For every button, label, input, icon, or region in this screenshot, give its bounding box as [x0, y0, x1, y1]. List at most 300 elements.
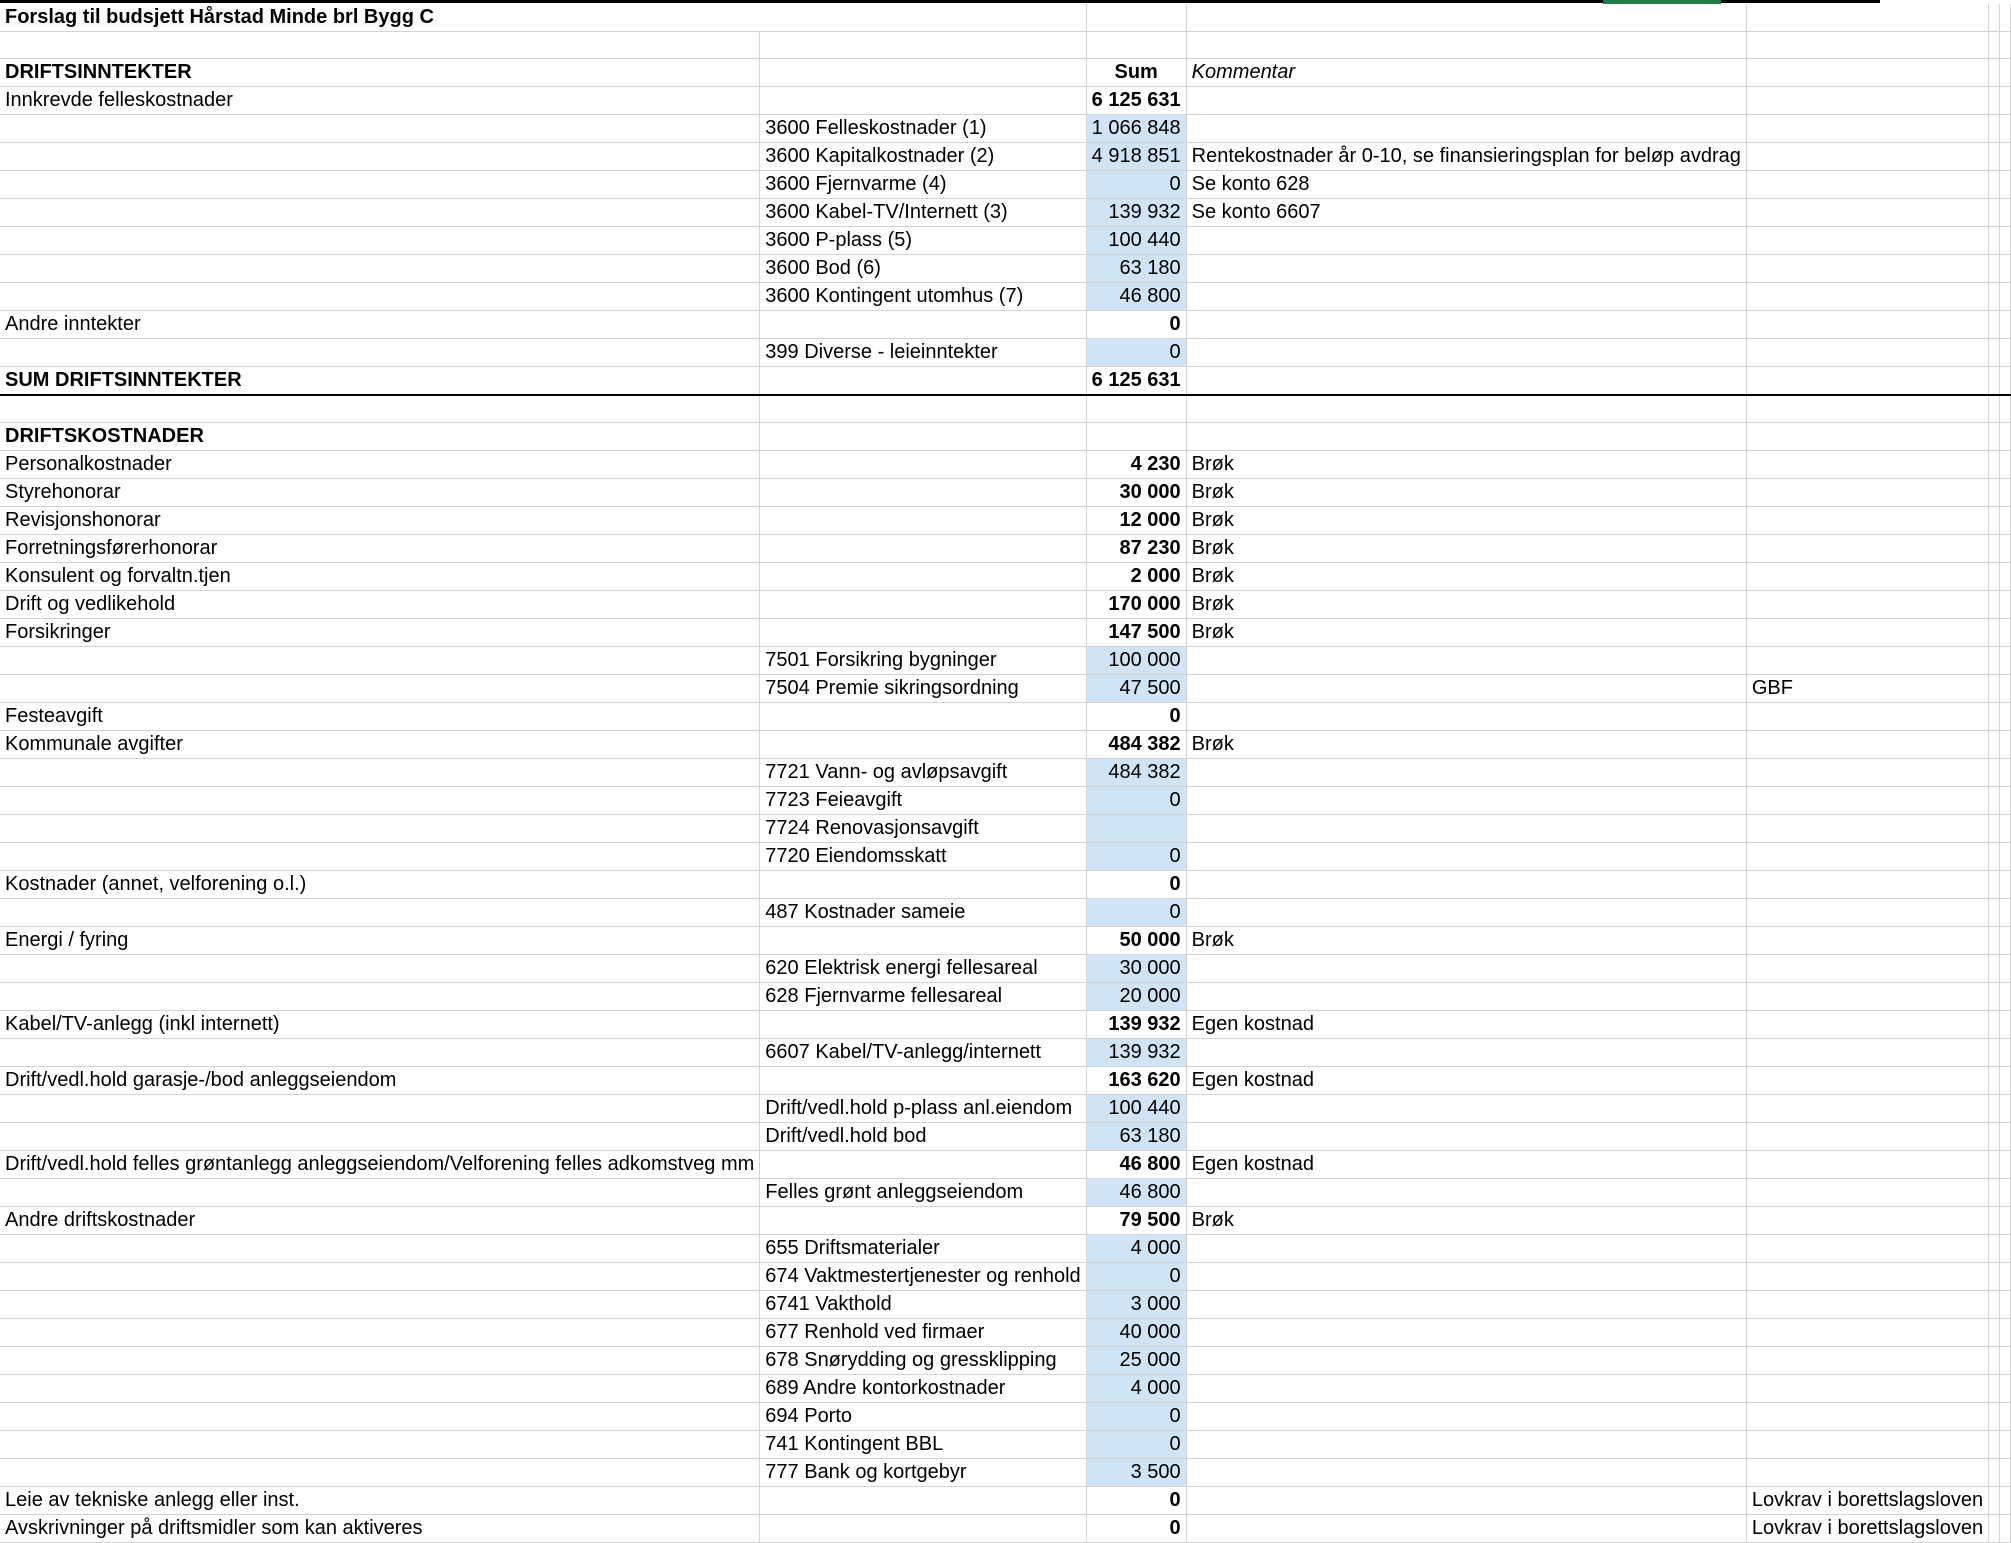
comment-cell[interactable]: Se konto 628	[1186, 171, 1746, 199]
cell[interactable]	[2000, 954, 2011, 982]
account-cell[interactable]: 6607 Kabel/TV-anlegg/internett	[760, 1038, 1086, 1066]
cell[interactable]	[1989, 311, 2000, 339]
amount-cell[interactable]: 6 125 631	[1086, 367, 1186, 396]
comment-cell[interactable]: Brøk	[1186, 450, 1746, 478]
row-label-cell[interactable]	[0, 171, 760, 199]
account-cell[interactable]: 694 Porto	[760, 1402, 1086, 1430]
amount-cell[interactable]: 87 230	[1086, 534, 1186, 562]
account-cell[interactable]	[760, 702, 1086, 730]
row-label-cell[interactable]: Drift og vedlikehold	[0, 590, 760, 618]
account-cell[interactable]: Drift/vedl.hold bod	[760, 1122, 1086, 1150]
cell[interactable]	[2000, 1206, 2011, 1234]
comment-cell[interactable]	[1186, 255, 1746, 283]
amount-cell[interactable]: 0	[1086, 870, 1186, 898]
cell[interactable]	[2000, 926, 2011, 954]
cell[interactable]	[1989, 199, 2000, 227]
comment-cell[interactable]: Brøk	[1186, 926, 1746, 954]
cell[interactable]	[1989, 506, 2000, 534]
cell[interactable]	[1989, 367, 2000, 396]
comment-cell[interactable]: Brøk	[1186, 1206, 1746, 1234]
account-cell[interactable]: 674 Vaktmestertjenester og renhold	[760, 1262, 1086, 1290]
row-label-cell[interactable]: Kommunale avgifter	[0, 730, 760, 758]
account-cell[interactable]: Felles grønt anleggseiendom	[760, 1178, 1086, 1206]
comment-cell[interactable]: Brøk	[1186, 506, 1746, 534]
cell[interactable]	[2000, 590, 2011, 618]
account-cell[interactable]: 3600 Bod (6)	[760, 255, 1086, 283]
comment-cell[interactable]: Brøk	[1186, 562, 1746, 590]
comment-cell[interactable]	[1186, 646, 1746, 674]
cell[interactable]	[2000, 422, 2011, 450]
sheet-title[interactable]: Forslag til budsjett Hårstad Minde brl Bygg C	[0, 4, 1086, 32]
amount-cell[interactable]: 139 932	[1086, 1010, 1186, 1038]
comment-cell[interactable]	[1186, 339, 1746, 367]
account-cell[interactable]: Drift/vedl.hold p-plass anl.eiendom	[760, 1094, 1086, 1122]
account-cell[interactable]: 777 Bank og kortgebyr	[760, 1458, 1086, 1486]
cell[interactable]	[1989, 87, 2000, 115]
comment-cell[interactable]	[1186, 814, 1746, 842]
amount-cell[interactable]: 170 000	[1086, 590, 1186, 618]
cell[interactable]	[1989, 4, 2000, 32]
row-label-cell[interactable]: Revisjonshonorar	[0, 506, 760, 534]
note-cell[interactable]	[1746, 255, 1988, 283]
cell[interactable]	[1989, 954, 2000, 982]
cell[interactable]	[2000, 283, 2011, 311]
row-label-cell[interactable]	[0, 143, 760, 171]
note-cell[interactable]: GBF	[1746, 674, 1988, 702]
amount-cell[interactable]: 0	[1086, 1514, 1186, 1542]
cell[interactable]	[2000, 1486, 2011, 1514]
cell[interactable]	[1989, 1458, 2000, 1486]
cell[interactable]	[2000, 311, 2011, 339]
account-cell[interactable]: 655 Driftsmaterialer	[760, 1234, 1086, 1262]
comment-cell[interactable]	[1186, 1122, 1746, 1150]
cell[interactable]	[1989, 758, 2000, 786]
cell[interactable]	[2000, 1122, 2011, 1150]
cell[interactable]	[2000, 1374, 2011, 1402]
note-cell[interactable]	[1746, 115, 1988, 143]
cell[interactable]	[1989, 422, 2000, 450]
cell[interactable]	[1989, 478, 2000, 506]
cell[interactable]	[2000, 1318, 2011, 1346]
amount-cell[interactable]: 100 440	[1086, 227, 1186, 255]
amount-cell[interactable]: 139 932	[1086, 1038, 1186, 1066]
row-label-cell[interactable]	[0, 842, 760, 870]
note-cell[interactable]	[1746, 1430, 1988, 1458]
cell[interactable]	[2000, 1514, 2011, 1542]
account-cell[interactable]	[760, 1150, 1086, 1178]
amount-cell[interactable]: 46 800	[1086, 1150, 1186, 1178]
comment-cell[interactable]	[1186, 1374, 1746, 1402]
amount-cell[interactable]: 6 125 631	[1086, 87, 1186, 115]
note-cell[interactable]	[1746, 339, 1988, 367]
row-label-cell[interactable]	[0, 395, 760, 422]
note-cell[interactable]	[1746, 1458, 1988, 1486]
note-cell[interactable]	[1746, 1038, 1988, 1066]
cell[interactable]	[0, 32, 760, 59]
cell[interactable]	[2000, 1290, 2011, 1318]
row-label-cell[interactable]	[0, 786, 760, 814]
note-cell[interactable]	[1746, 1318, 1988, 1346]
amount-cell[interactable]: 3 500	[1086, 1458, 1186, 1486]
comment-cell[interactable]: Egen kostnad	[1186, 1010, 1746, 1038]
cell[interactable]	[1989, 227, 2000, 255]
comment-cell[interactable]	[1186, 674, 1746, 702]
note-cell[interactable]	[1746, 1234, 1988, 1262]
account-cell[interactable]: 628 Fjernvarme fellesareal	[760, 982, 1086, 1010]
comment-cell[interactable]	[1186, 1178, 1746, 1206]
cell[interactable]	[1989, 255, 2000, 283]
comment-cell[interactable]	[1186, 1038, 1746, 1066]
cell[interactable]	[1186, 32, 1746, 59]
cell[interactable]	[1989, 786, 2000, 814]
note-cell[interactable]	[1746, 870, 1988, 898]
row-label-cell[interactable]: Avskrivninger på driftsmidler som kan aktiveres	[0, 1514, 760, 1542]
cell[interactable]	[2000, 506, 2011, 534]
note-cell[interactable]	[1746, 814, 1988, 842]
cell[interactable]	[1989, 702, 2000, 730]
comment-cell[interactable]	[1186, 842, 1746, 870]
account-cell[interactable]	[760, 562, 1086, 590]
cell[interactable]	[760, 32, 1086, 59]
account-cell[interactable]: 487 Kostnader sameie	[760, 898, 1086, 926]
note-cell[interactable]	[1746, 367, 1988, 396]
cell[interactable]	[2000, 1458, 2011, 1486]
amount-cell[interactable]: 12 000	[1086, 506, 1186, 534]
note-cell[interactable]	[1746, 618, 1988, 646]
row-label-cell[interactable]: Andre driftskostnader	[0, 1206, 760, 1234]
note-cell[interactable]	[1746, 590, 1988, 618]
comment-cell[interactable]: Egen kostnad	[1186, 1066, 1746, 1094]
amount-cell[interactable]: 46 800	[1086, 283, 1186, 311]
amount-cell[interactable]: 484 382	[1086, 758, 1186, 786]
row-label-cell[interactable]	[0, 1458, 760, 1486]
cell[interactable]	[1989, 1262, 2000, 1290]
row-label-cell[interactable]: Konsulent og forvaltn.tjen	[0, 562, 760, 590]
row-label-cell[interactable]	[0, 758, 760, 786]
note-cell[interactable]	[1746, 842, 1988, 870]
account-cell[interactable]	[760, 422, 1086, 450]
row-label-cell[interactable]: Styrehonorar	[0, 478, 760, 506]
cell[interactable]	[1989, 674, 2000, 702]
cell[interactable]	[2000, 1346, 2011, 1374]
amount-cell[interactable]: 1 066 848	[1086, 115, 1186, 143]
amount-cell[interactable]: 30 000	[1086, 954, 1186, 982]
cell[interactable]	[1989, 1514, 2000, 1542]
row-label-cell[interactable]	[0, 646, 760, 674]
amount-cell[interactable]: 40 000	[1086, 1318, 1186, 1346]
note-cell[interactable]	[1746, 1066, 1988, 1094]
cell[interactable]	[1989, 1346, 2000, 1374]
cell[interactable]	[1989, 171, 2000, 199]
comment-cell[interactable]	[1186, 367, 1746, 396]
row-label-cell[interactable]	[0, 115, 760, 143]
row-label-cell[interactable]	[0, 1262, 760, 1290]
row-label-cell[interactable]	[0, 954, 760, 982]
comment-cell[interactable]	[1186, 1262, 1746, 1290]
row-label-cell[interactable]	[0, 255, 760, 283]
amount-cell[interactable]: 100 440	[1086, 1094, 1186, 1122]
cell[interactable]	[2000, 1094, 2011, 1122]
comment-cell[interactable]: Brøk	[1186, 618, 1746, 646]
note-cell[interactable]: Lovkrav i borettslagsloven	[1746, 1514, 1988, 1542]
cell[interactable]	[1989, 1234, 2000, 1262]
row-label-cell[interactable]	[0, 1038, 760, 1066]
comment-cell[interactable]	[1186, 1402, 1746, 1430]
cell[interactable]	[2000, 814, 2011, 842]
amount-cell[interactable]: 0	[1086, 1486, 1186, 1514]
cell[interactable]	[2000, 339, 2011, 367]
account-cell[interactable]: 7721 Vann- og avløpsavgift	[760, 758, 1086, 786]
note-cell[interactable]	[1746, 954, 1988, 982]
note-cell[interactable]	[1746, 1206, 1988, 1234]
cell[interactable]	[1989, 115, 2000, 143]
amount-cell[interactable]: 0	[1086, 702, 1186, 730]
note-cell[interactable]	[1746, 395, 1988, 422]
row-label-cell[interactable]: Drift/vedl.hold felles grøntanlegg anleggseiendom/Velforening felles adkomstveg mm	[0, 1150, 760, 1178]
amount-cell[interactable]: 0	[1086, 1430, 1186, 1458]
cell[interactable]	[1989, 395, 2000, 422]
note-cell[interactable]	[1746, 1374, 1988, 1402]
cell[interactable]	[2000, 1066, 2011, 1094]
cell[interactable]	[2000, 1402, 2011, 1430]
comment-cell[interactable]: Se konto 6607	[1186, 199, 1746, 227]
account-cell[interactable]: 620 Elektrisk energi fellesareal	[760, 954, 1086, 982]
cell[interactable]	[1989, 982, 2000, 1010]
cell[interactable]	[2000, 1010, 2011, 1038]
cell[interactable]	[2000, 842, 2011, 870]
comment-cell[interactable]: Brøk	[1186, 478, 1746, 506]
account-cell[interactable]: 7724 Renovasjonsavgift	[760, 814, 1086, 842]
cell[interactable]	[2000, 367, 2011, 396]
comment-cell[interactable]	[1186, 1234, 1746, 1262]
note-cell[interactable]	[1746, 730, 1988, 758]
account-cell[interactable]: 3600 Kontingent utomhus (7)	[760, 283, 1086, 311]
row-label-cell[interactable]	[0, 1290, 760, 1318]
amount-cell[interactable]: 100 000	[1086, 646, 1186, 674]
row-label-cell[interactable]	[0, 1234, 760, 1262]
amount-cell[interactable]: 0	[1086, 171, 1186, 199]
note-cell[interactable]	[1746, 562, 1988, 590]
account-cell[interactable]	[760, 926, 1086, 954]
amount-cell[interactable]: 50 000	[1086, 926, 1186, 954]
account-cell[interactable]: 3600 Felleskostnader (1)	[760, 115, 1086, 143]
account-cell[interactable]: 6741 Vakthold	[760, 1290, 1086, 1318]
cell[interactable]	[2000, 227, 2011, 255]
comment-cell[interactable]	[1186, 1094, 1746, 1122]
amount-cell[interactable]: 63 180	[1086, 1122, 1186, 1150]
account-cell[interactable]	[760, 730, 1086, 758]
amount-cell[interactable]: 147 500	[1086, 618, 1186, 646]
note-cell[interactable]	[1746, 758, 1988, 786]
account-cell[interactable]: 3600 P-plass (5)	[760, 227, 1086, 255]
cell[interactable]	[2000, 786, 2011, 814]
cell[interactable]	[2000, 1262, 2011, 1290]
account-cell[interactable]: 7504 Premie sikringsordning	[760, 674, 1086, 702]
cell[interactable]	[1186, 4, 1746, 32]
comment-cell[interactable]	[1186, 1458, 1746, 1486]
comment-cell[interactable]	[1186, 1514, 1746, 1542]
cell[interactable]	[2000, 115, 2011, 143]
comment-cell[interactable]	[1186, 870, 1746, 898]
comment-cell[interactable]	[1186, 1346, 1746, 1374]
row-label-cell[interactable]	[0, 1430, 760, 1458]
comment-cell[interactable]	[1186, 1290, 1746, 1318]
account-cell[interactable]	[760, 618, 1086, 646]
row-label-cell[interactable]	[0, 1094, 760, 1122]
note-cell[interactable]	[1746, 143, 1988, 171]
cell[interactable]	[1989, 618, 2000, 646]
account-cell[interactable]: 3600 Kapitalkostnader (2)	[760, 143, 1086, 171]
account-cell[interactable]: 7723 Feieavgift	[760, 786, 1086, 814]
cell[interactable]	[1989, 32, 2000, 59]
row-label-cell[interactable]: SUM DRIFTSINNTEKTER	[0, 367, 760, 396]
row-label-cell[interactable]	[0, 1346, 760, 1374]
amount-cell[interactable]: 139 932	[1086, 199, 1186, 227]
amount-cell[interactable]	[1086, 814, 1186, 842]
comment-cell[interactable]: Brøk	[1186, 590, 1746, 618]
row-label-cell[interactable]: DRIFTSKOSTNADER	[0, 422, 760, 450]
row-label-cell[interactable]	[0, 814, 760, 842]
note-cell[interactable]	[1746, 311, 1988, 339]
amount-cell[interactable]: 4 000	[1086, 1374, 1186, 1402]
cell[interactable]	[2000, 562, 2011, 590]
account-cell[interactable]	[760, 870, 1086, 898]
cell[interactable]	[1989, 1122, 2000, 1150]
account-cell[interactable]	[760, 506, 1086, 534]
note-cell[interactable]	[1746, 1122, 1988, 1150]
amount-cell[interactable]: 4 230	[1086, 450, 1186, 478]
row-label-cell[interactable]: Drift/vedl.hold garasje-/bod anleggseiendom	[0, 1066, 760, 1094]
comment-cell[interactable]	[1186, 311, 1746, 339]
cell[interactable]	[1989, 646, 2000, 674]
note-cell[interactable]	[1746, 1150, 1988, 1178]
amount-cell[interactable]: 4 918 851	[1086, 143, 1186, 171]
account-cell[interactable]: 677 Renhold ved firmaer	[760, 1318, 1086, 1346]
row-label-cell[interactable]	[0, 1122, 760, 1150]
row-label-cell[interactable]	[0, 339, 760, 367]
row-label-cell[interactable]	[0, 199, 760, 227]
note-cell[interactable]	[1746, 1262, 1988, 1290]
cell[interactable]	[2000, 758, 2011, 786]
account-cell[interactable]	[760, 478, 1086, 506]
comment-cell[interactable]	[1186, 702, 1746, 730]
cell[interactable]	[1989, 1486, 2000, 1514]
row-label-cell[interactable]: Leie av tekniske anlegg eller inst.	[0, 1486, 760, 1514]
note-cell[interactable]	[1746, 898, 1988, 926]
note-cell[interactable]	[1746, 1402, 1988, 1430]
cell[interactable]	[2000, 59, 2011, 87]
row-label-cell[interactable]	[0, 982, 760, 1010]
row-label-cell[interactable]: Andre inntekter	[0, 311, 760, 339]
cell[interactable]	[2000, 898, 2011, 926]
note-cell[interactable]	[1746, 1290, 1988, 1318]
row-label-cell[interactable]: Festeavgift	[0, 702, 760, 730]
comment-cell[interactable]	[1186, 954, 1746, 982]
amount-cell[interactable]: 47 500	[1086, 674, 1186, 702]
cell[interactable]	[2000, 674, 2011, 702]
amount-cell[interactable]	[1086, 395, 1186, 422]
amount-cell[interactable]: 0	[1086, 1402, 1186, 1430]
note-cell[interactable]	[1746, 422, 1988, 450]
cell[interactable]	[1989, 814, 2000, 842]
cell[interactable]	[2000, 32, 2011, 59]
row-label-cell[interactable]	[0, 283, 760, 311]
note-cell[interactable]	[1746, 1178, 1988, 1206]
note-cell[interactable]	[1746, 227, 1988, 255]
amount-cell[interactable]: 30 000	[1086, 478, 1186, 506]
note-cell[interactable]	[1746, 982, 1988, 1010]
cell[interactable]	[1989, 730, 2000, 758]
account-cell[interactable]	[760, 450, 1086, 478]
amount-cell[interactable]: 4 000	[1086, 1234, 1186, 1262]
account-cell[interactable]: 741 Kontingent BBL	[760, 1430, 1086, 1458]
amount-cell[interactable]: 0	[1086, 842, 1186, 870]
amount-cell[interactable]: 0	[1086, 339, 1186, 367]
cell[interactable]	[1989, 1066, 2000, 1094]
comment-cell[interactable]: Rentekostnader år 0-10, se finansieringsplan for beløp avdrag	[1186, 143, 1746, 171]
amount-cell[interactable]: 3 000	[1086, 1290, 1186, 1318]
account-cell[interactable]: 3600 Kabel-TV/Internett (3)	[760, 199, 1086, 227]
note-cell[interactable]	[1746, 450, 1988, 478]
account-cell[interactable]	[760, 1206, 1086, 1234]
cell[interactable]	[1746, 59, 1988, 87]
account-cell[interactable]	[760, 87, 1086, 115]
amount-cell[interactable]: 25 000	[1086, 1346, 1186, 1374]
cell[interactable]	[2000, 1038, 2011, 1066]
row-label-cell[interactable]: Energi / fyring	[0, 926, 760, 954]
cell[interactable]	[1989, 1038, 2000, 1066]
account-cell[interactable]	[760, 590, 1086, 618]
cell[interactable]	[1746, 32, 1988, 59]
comment-cell[interactable]	[1186, 115, 1746, 143]
row-label-cell[interactable]: Kostnader (annet, velforening o.l.)	[0, 870, 760, 898]
comment-column-header[interactable]: Kommentar	[1186, 59, 1746, 87]
account-cell[interactable]	[760, 395, 1086, 422]
note-cell[interactable]	[1746, 786, 1988, 814]
amount-cell[interactable]: 0	[1086, 786, 1186, 814]
cell[interactable]	[1086, 32, 1186, 59]
comment-cell[interactable]	[1186, 283, 1746, 311]
account-cell[interactable]	[760, 1010, 1086, 1038]
cell[interactable]	[1989, 1094, 2000, 1122]
note-cell[interactable]: Lovkrav i borettslagsloven	[1746, 1486, 1988, 1514]
account-cell[interactable]: 7720 Eiendomsskatt	[760, 842, 1086, 870]
note-cell[interactable]	[1746, 646, 1988, 674]
comment-cell[interactable]	[1186, 898, 1746, 926]
cell[interactable]	[1989, 283, 2000, 311]
cell[interactable]	[1989, 898, 2000, 926]
row-label-cell[interactable]: Personalkostnader	[0, 450, 760, 478]
account-cell[interactable]: 399 Diverse - leieinntekter	[760, 339, 1086, 367]
account-cell[interactable]	[760, 311, 1086, 339]
row-label-cell[interactable]: Forretningsførerhonorar	[0, 534, 760, 562]
note-cell[interactable]	[1746, 1094, 1988, 1122]
comment-cell[interactable]	[1186, 422, 1746, 450]
row-label-cell[interactable]	[0, 1374, 760, 1402]
cell[interactable]	[1989, 1402, 2000, 1430]
cell[interactable]	[1989, 1290, 2000, 1318]
amount-cell[interactable]: 79 500	[1086, 1206, 1186, 1234]
cell[interactable]	[2000, 171, 2011, 199]
amount-cell[interactable]: 0	[1086, 1262, 1186, 1290]
cell[interactable]	[2000, 395, 2011, 422]
row-label-cell[interactable]: Kabel/TV-anlegg (inkl internett)	[0, 1010, 760, 1038]
cell[interactable]	[2000, 618, 2011, 646]
note-cell[interactable]	[1746, 171, 1988, 199]
account-cell[interactable]	[760, 367, 1086, 396]
amount-cell[interactable]: 63 180	[1086, 255, 1186, 283]
cell[interactable]	[1989, 1178, 2000, 1206]
